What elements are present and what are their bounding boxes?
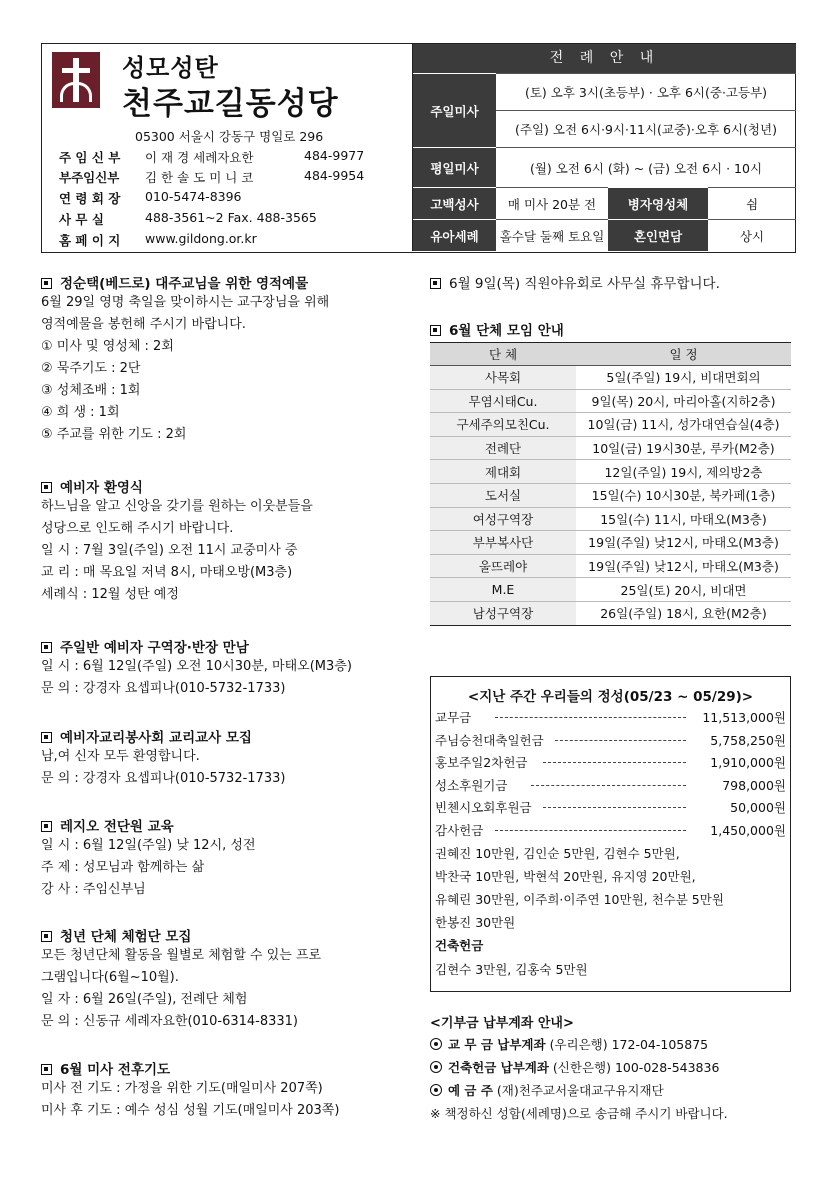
group-schedule-cell: 9일(목) 20시, 마리아홀(지하2층): [576, 389, 791, 413]
sunday-mass-sunday: (주일) 오전 6시·9시·11시(교중)·오후 6시(청년): [496, 110, 796, 147]
section-line: ② 묵주기도 : 2단: [41, 361, 141, 376]
rite-title: 전 례 안 내: [413, 44, 796, 73]
section-title: 예비자교리봉사회 교리교사 모집: [41, 726, 406, 746]
square-bullet-icon: [430, 278, 441, 289]
marriage-counsel-value: 상시: [708, 219, 796, 251]
confession-label: 고백성사: [413, 187, 496, 219]
section-line: 하느님을 알고 신앙을 갖기를 원하는 이웃분들을: [41, 499, 313, 514]
table-row: [430, 436, 791, 460]
square-bullet-icon: [41, 821, 52, 832]
church-subtitle: 성모성탄: [122, 54, 219, 82]
leader-dash: [543, 762, 686, 763]
section-line: 일 시 : 6월 12일(주일) 오전 10시30분, 마태오(M3층): [41, 659, 352, 674]
weekday-mass-label: 평일미사: [413, 147, 496, 187]
group-name-cell: 구세주의모친Cu.: [430, 413, 576, 437]
offering-amount: 11,513,000원: [702, 710, 786, 725]
group-schedule-cell: 26일(주일) 18시, 요한(M2층): [576, 601, 791, 625]
group-schedule-cell: 15일(수) 11시, 마태오(M3층): [576, 507, 791, 531]
group-name-cell: 무염시태Cu.: [430, 389, 576, 413]
account-line-building: 건축헌금 납부계좌 (신한은행) 100-028-543836: [430, 1058, 719, 1076]
square-bullet-icon: [430, 325, 441, 336]
accounts-title: <기부금 납부계좌 안내>: [430, 1016, 574, 1031]
section-line: 성당으로 인도해 주시기 바랍니다.: [41, 521, 234, 536]
building-fund-label: 건축헌금: [435, 938, 484, 953]
group-name-cell: 부부복사단: [430, 531, 576, 555]
section-line: 미사 후 기도 : 예수 성심 성월 기도(매일미사 203쪽): [41, 1103, 340, 1118]
section-legio-education: [41, 815, 406, 901]
group-schedule-cell: 10일(금) 11시, 성가대연습실(4층): [576, 413, 791, 437]
info-label: 연 령 회 장: [59, 191, 121, 206]
square-bullet-icon: [41, 278, 52, 289]
account-line-tithe: 교 무 금 납부계좌 (우리은행) 172-04-105875: [430, 1035, 708, 1053]
table-row: [430, 366, 791, 390]
church-info-panel: [42, 44, 412, 251]
circle-bullet-icon: [430, 1084, 442, 1096]
sunday-mass-saturday: (토) 오후 3시(초등부) · 오후 6시(중·고등부): [496, 73, 796, 110]
section-title: 6월 미사 전후기도: [41, 1058, 406, 1078]
group-name-cell: 제대회: [430, 460, 576, 484]
church-name: 천주교길동성당: [122, 86, 339, 122]
group-name-cell: 전례단: [430, 436, 576, 460]
circle-bullet-icon: [430, 1038, 442, 1050]
group-schedule-cell: 19일(주일) 낮12시, 마태오(M3층): [576, 554, 791, 578]
section-line: ⑤ 주교를 위한 기도 : 2회: [41, 427, 187, 442]
confession-value: 매 미사 20분 전: [496, 187, 608, 219]
section-line: 강 사 : 주임신부님: [41, 882, 146, 897]
table-row: [430, 601, 791, 625]
group-schedule-table: [430, 342, 791, 626]
sunday-mass-label: 주일미사: [413, 73, 496, 147]
group-name-cell: 여성구역장: [430, 507, 576, 531]
table-header: 일 정: [576, 343, 791, 366]
section-district-leaders: [41, 636, 406, 700]
leader-dash: [495, 717, 686, 718]
section-line: 미사 전 기도 : 가정을 위한 기도(매일미사 207쪽): [41, 1081, 323, 1096]
section-title: 레지오 전단원 교육: [41, 815, 406, 835]
group-schedule-cell: 19일(주일) 낮12시, 마태오(M3층): [576, 531, 791, 555]
sick-communion-label: 병자영성체: [608, 187, 708, 219]
leader-dash: [555, 740, 686, 741]
thanks-line: 한봉진 30만원: [435, 915, 516, 930]
square-bullet-icon: [41, 482, 52, 493]
group-schedule-cell: 10일(금) 19시30분, 루카(M2층): [576, 436, 791, 460]
offering-label: 주님승천대축일헌금: [435, 732, 544, 748]
table-row: [430, 578, 791, 602]
section-catechist-recruit: [41, 726, 406, 790]
info-phone: 484-9977: [304, 148, 365, 163]
church-address: 05300 서울시 강동구 명일로 296: [135, 129, 324, 144]
marriage-counsel-label: 혼인면담: [608, 219, 708, 251]
section-title: 주일반 예비자 구역장·반장 만남: [41, 636, 406, 656]
section-office-closed: [430, 272, 796, 292]
leader-dash: [495, 830, 686, 831]
square-bullet-icon: [41, 1064, 52, 1075]
circle-bullet-icon: [430, 1061, 442, 1073]
section-line: ③ 성체조배 : 1회: [41, 383, 141, 398]
square-bullet-icon: [41, 732, 52, 743]
offering-label: 빈첸시오회후원금: [435, 800, 532, 816]
weekly-offering-box: [430, 676, 791, 992]
offering-amount: 1,910,000원: [710, 755, 786, 771]
info-value: 010-5474-8396: [145, 189, 242, 204]
section-line: 남,여 신자 모두 환영합니다.: [41, 749, 200, 764]
thanks-line: 박찬국 10만원, 박현석 20만원, 유지영 20만원,: [435, 869, 696, 884]
info-label: 홈 페 이 지: [59, 233, 121, 248]
square-bullet-icon: [41, 642, 52, 653]
sick-communion-value: 쉼: [708, 187, 796, 219]
section-line: 문 의 : 강경자 요셉피나(010-5732-1733): [41, 681, 286, 696]
offering-amount: 5,758,250원: [710, 732, 786, 748]
infant-baptism-label: 유아세례: [413, 219, 496, 251]
section-line: 세례식 : 12월 성탄 예정: [41, 587, 179, 602]
offering-amount: 1,450,000원: [710, 823, 786, 838]
offering-label: 감사헌금: [435, 823, 484, 838]
infant-baptism-value: 홀수달 둘째 토요일: [496, 219, 608, 251]
offering-amount: 798,000원: [722, 777, 786, 793]
group-name-cell: 도서실: [430, 483, 576, 507]
bulletin-header: [41, 43, 796, 253]
section-line: 일 시 : 6월 12일(주일) 낮 12시, 성전: [41, 838, 256, 853]
section-youth-experience: [41, 925, 406, 1033]
group-name-cell: 울뜨레야: [430, 554, 576, 578]
info-label: 부주임신부: [59, 170, 120, 185]
square-bullet-icon: [41, 931, 52, 942]
group-schedule-cell: 25일(토) 20시, 비대면: [576, 578, 791, 602]
table-row: [430, 389, 791, 413]
section-line: 그램입니다(6월~10월).: [41, 970, 179, 985]
section-title: 예비자 환영식: [41, 476, 406, 496]
section-line: 일 자 : 6월 26일(주일), 전례단 체험: [41, 992, 248, 1007]
section-line: ① 미사 및 영성체 : 2회: [41, 339, 174, 354]
thanks-line: 권혜진 10만원, 김인순 5만원, 김현수 5만원,: [435, 846, 680, 861]
group-name-cell: 사목회: [430, 366, 576, 390]
group-schedule-cell: 12일(주일) 19시, 제의방2층: [576, 460, 791, 484]
section-line: 문 의 : 강경자 요셉피나(010-5732-1733): [41, 771, 286, 786]
section-line: 모든 청년단체 활동을 월별로 체험할 수 있는 프로: [41, 948, 322, 963]
group-name-cell: 남성구역장: [430, 601, 576, 625]
weekday-mass-value: (월) 오전 6시 (화) ~ (금) 오전 6시 · 10시: [496, 147, 796, 187]
table-row: [430, 531, 791, 555]
homepage-link[interactable]: www.gildong.or.kr: [145, 231, 257, 246]
table-row: [430, 507, 791, 531]
info-value: 김 한 솔 도 미 니 코: [145, 170, 254, 185]
table-header: 단 체: [430, 343, 576, 366]
account-line-holder: 예 금 주 (재)천주교서울대교구유지재단: [430, 1081, 664, 1099]
church-logo-icon: [52, 52, 100, 108]
section-line: 교 리 : 매 목요일 저녁 8시, 마태오방(M3층): [41, 565, 293, 580]
group-schedule-cell: 5일(주일) 19시, 비대면회의: [576, 366, 791, 390]
section-catechumen-welcome: [41, 476, 406, 606]
offering-amount: 50,000원: [730, 800, 786, 816]
group-name-cell: M.E: [430, 578, 576, 602]
table-row: [430, 460, 791, 484]
section-spiritual-gift: [41, 272, 406, 446]
info-label: 사 무 실: [59, 212, 104, 227]
section-title: 정순택(베드로) 대주교님을 위한 영적예물: [41, 272, 406, 292]
section-line: 문 의 : 신동규 세례자요한(010-6314-8331): [41, 1014, 298, 1029]
offering-label: 홍보주일2차헌금: [435, 755, 528, 771]
info-phone: 484-9954: [304, 168, 365, 183]
rite-schedule-panel: [412, 44, 795, 251]
table-row: [430, 413, 791, 437]
thanks-line: 유혜린 30만원, 이주희·이주연 10만원, 천수분 5만원: [435, 892, 724, 907]
section-title: 6월 9일(목) 직원야유회로 사무실 휴무합니다.: [430, 272, 796, 292]
section-line: 주 제 : 성모님과 함께하는 삶: [41, 860, 205, 875]
offering-label: 성소후원기금: [435, 777, 508, 793]
section-line: ④ 희 생 : 1회: [41, 405, 120, 420]
offering-title: <지난 주간 우리들의 정성(05/23 ~ 05/29)>: [467, 689, 754, 705]
section-line: 6월 29일 영명 축일을 맞이하시는 교구장님을 위해: [41, 295, 330, 310]
section-line: 영적예물을 봉헌해 주시기 바랍니다.: [41, 317, 246, 332]
group-schedule-cell: 15일(수) 10시30분, 북카페(1층): [576, 483, 791, 507]
building-fund-line: 김현수 3만원, 김홍숙 5만원: [435, 962, 588, 977]
section-group-meetings: [430, 319, 796, 339]
offering-label: 교무금: [435, 710, 472, 725]
table-row: [430, 483, 791, 507]
section-mass-prayers: [41, 1058, 406, 1122]
section-title: 청년 단체 체험단 모집: [41, 925, 406, 945]
leader-dash: [531, 785, 686, 786]
info-label: 주 임 신 부: [59, 150, 121, 165]
info-value: 이 재 경 세례자요한: [145, 150, 254, 165]
table-row: [430, 554, 791, 578]
leader-dash: [543, 807, 686, 808]
section-title: 6월 단체 모임 안내: [430, 319, 796, 339]
section-line: 일 시 : 7월 3일(주일) 오전 11시 교중미사 중: [41, 543, 298, 558]
info-value: 488-3561~2 Fax. 488-3565: [145, 210, 317, 225]
accounts-note: ※ 책정하신 성함(세례명)으로 송금해 주시기 바랍니다.: [430, 1106, 728, 1121]
